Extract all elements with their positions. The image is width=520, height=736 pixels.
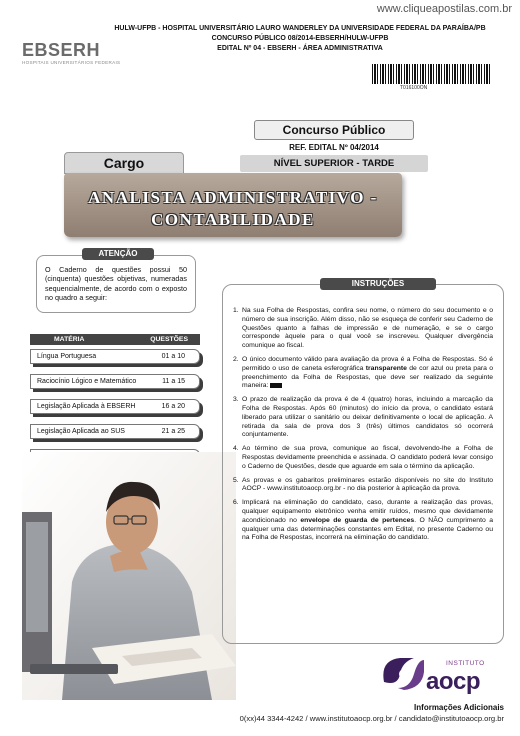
- header-line-1: HULW-UFPB - HOSPITAL UNIVERSITÁRIO LAURO WANDERLEY DA UNIVERSIDADE FEDERAL DA PARAÍBA/PB: [114, 25, 486, 32]
- barcode-number: T016100ON: [400, 85, 428, 91]
- materia-name: Legislação Aplicada à EBSERH: [37, 403, 136, 410]
- atencao-text: O Caderno de questões possui 50 (cinquenta) questões objetivas, numeradas sequencialmente, de acordo com o exposto no quadro a seguir:: [45, 265, 187, 303]
- questoes-range: 01 a 10: [161, 353, 185, 360]
- instruction-text: . O NÃO cumprimento a qualquer uma das determinações constantes em Edital, no presente Caderno ou na Folha de Respostas, incorrerá na eliminação do candidato.: [242, 516, 493, 542]
- info-title: Informações Adicionais: [414, 703, 504, 712]
- nivel-badge: NÍVEL SUPERIOR - TARDE: [240, 155, 428, 172]
- instruction-item: [233, 356, 493, 391]
- instruction-number: 2.: [233, 355, 239, 363]
- instruction-bold: envelope de guarda de pertences: [300, 516, 415, 524]
- contact-footer: 0(xx)44 3344-4242 / www.institutoaocp.org.br / candidato@institutoaocp.org.br: [239, 714, 504, 723]
- table-row: [30, 349, 200, 364]
- concurso-title: Concurso Público: [254, 120, 414, 140]
- instruction-item: [233, 307, 493, 351]
- instruction-item: [233, 477, 493, 495]
- aocp-logo: [380, 652, 500, 698]
- table-row: [30, 424, 200, 439]
- cargo-label: Cargo: [64, 152, 184, 174]
- instrucoes-title: INSTRUÇÕES: [320, 278, 436, 290]
- materia-name: Raciocínio Lógico e Matemático: [37, 378, 137, 385]
- col-questoes: QUESTÕES: [150, 336, 188, 343]
- instruction-bold: transparente: [365, 364, 407, 372]
- instruction-number: 4.: [233, 445, 239, 453]
- table-row: [30, 399, 200, 414]
- aocp-mark-icon: [380, 652, 426, 692]
- instruction-text: As provas e os gabaritos preliminares estarão disponíveis no site do Instituto AOCP - www.institutoaocp.org.br - no dia posterior à aplicação da prova.: [242, 476, 493, 493]
- col-materia: MATÉRIA: [54, 336, 85, 343]
- instruction-text: Na sua Folha de Respostas, confira seu nome, o número do seu documento e o número de sua inscrição. Além disso, não se esqueça de conferir seu Caderno de Questões quanto a falhas de impressão e de numeração, e se o cargo corresponde àquele para o qual você se inscreveu. Qualquer divergência comunique ao fiscal.: [242, 307, 493, 350]
- logo-word: EBSERH: [22, 40, 101, 60]
- instruction-text: Ao término de sua prova, comunique ao fiscal, devolvendo-lhe a Folha de Respostas devidamente preenchida e assinada. O candidato poderá levar consigo o Caderno de Questões, desde que aguarde em sala o término da aplicação.: [242, 445, 493, 470]
- atencao-box: [36, 255, 196, 313]
- materia-name: Língua Portuguesa: [37, 353, 97, 360]
- instruction-text: Implicará na eliminação do candidato, caso, durante a realização das provas, qualquer equipamento eletrônico venha emitir ruídos, mesmo que devidamente acondicionado no: [242, 499, 493, 524]
- instruction-text: O único documento válido para avaliação da prova é a Folha de Respostas. Só é permitido o uso de caneta esferográfica: [242, 355, 493, 372]
- logo-tagline: HOSPITAIS UNIVERSITÁRIOS FEDERAIS: [22, 60, 121, 65]
- aocp-institute: INSTITUTO: [446, 660, 485, 667]
- atencao-title: ATENÇÃO: [82, 248, 154, 260]
- instruction-number: 5.: [233, 476, 239, 484]
- instruction-item: [233, 396, 493, 440]
- aocp-word: aocp: [426, 668, 481, 695]
- cargo-title-line-2: CONTABILIDADE: [151, 210, 315, 229]
- header-line-2: CONCURSO PÚBLICO 08/2014-EBSERH/HULW-UFPB: [211, 35, 389, 42]
- instruction-number: 1.: [233, 307, 239, 314]
- site-url[interactable]: www.cliqueapostilas.com.br: [376, 3, 512, 15]
- instrucoes-box: [222, 284, 504, 644]
- table-row: [30, 374, 200, 389]
- header-line-3: EDITAL Nº 04 - EBSERH - ÁREA ADMINISTRATIVA: [217, 45, 383, 52]
- questoes-range: 16 a 20: [161, 403, 185, 410]
- instruction-text: de cor azul ou preta para o preenchimento da Folha de Respostas, que deve ser realizado da seguinte maneira:: [242, 364, 493, 390]
- materia-table: [30, 334, 200, 464]
- questoes-range: 11 a 15: [162, 378, 185, 385]
- ref-edital: REF. EDITAL Nº 04/2014: [289, 143, 379, 152]
- cargo-box: [64, 173, 402, 237]
- barcode: [372, 64, 490, 84]
- instruction-item: [233, 445, 493, 471]
- cargo-title-line-1: ANALISTA ADMINISTRATIVO -: [88, 188, 378, 207]
- header-lines: [94, 24, 506, 54]
- materia-table-header: [30, 334, 200, 345]
- instruction-item: [233, 499, 493, 543]
- questoes-range: 21 a 25: [161, 428, 185, 435]
- filled-bubble-example: [270, 383, 282, 388]
- instruction-number: 6.: [233, 499, 239, 507]
- materia-name: Legislação Aplicada ao SUS: [37, 428, 125, 435]
- instruction-number: 3.: [233, 396, 239, 404]
- instruction-text: O prazo de realização da prova é de 4 (quatro) horas, incluindo a marcação da Folha de Respostas. Após 60 (minutos) do início da prova, o candidato estará liberado para utilizar o sanitário ou deixar definitivamente o local de aplicação. A retirada da sala de prova dos 3 (três) últimos candidatos só ocorrerá conjuntamente.: [242, 396, 493, 439]
- candidate-photo: [22, 452, 236, 700]
